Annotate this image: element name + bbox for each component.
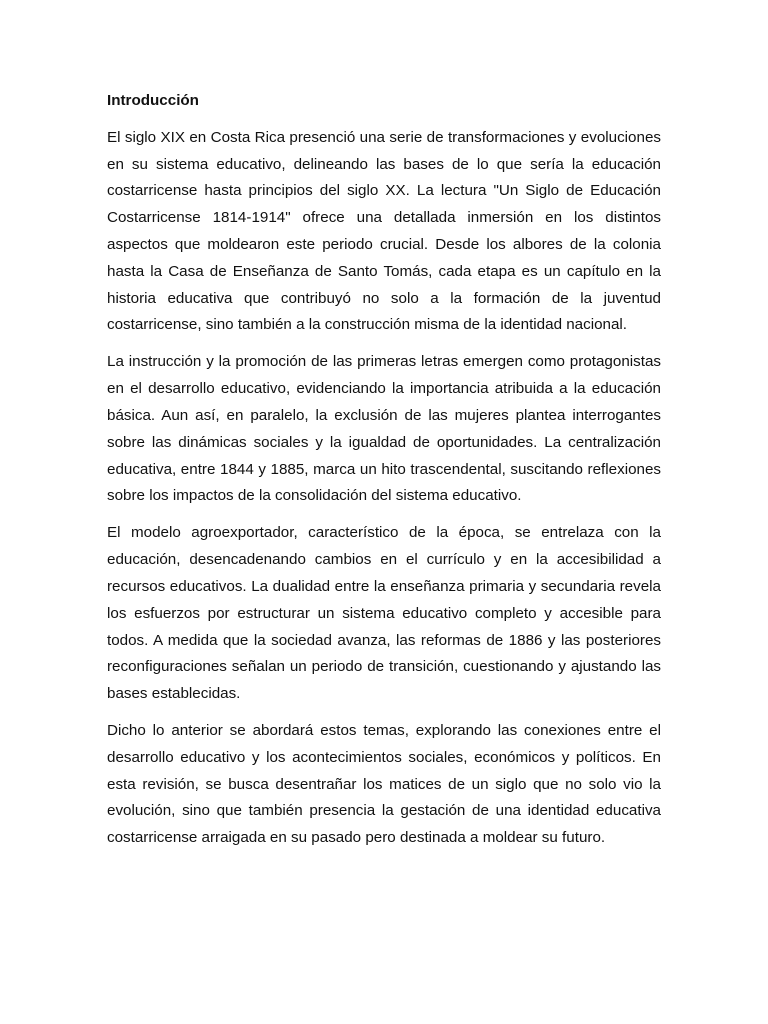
- section-heading: Introducción: [107, 92, 199, 109]
- paragraph-3: El modelo agroexportador, característico de la época, se entrelaza con la educación, desencadenando cambios en el currículo y en la accesibilidad a recursos educativos. La dualidad entre la enseñanza primaria y secundaria revela los esfuerzos por estructurar un sistema educativo completo y accesible para todos. A medida que la sociedad avanza, las reformas de 1886 y las posteriores reconfiguraciones señalan un periodo de transición, cuestionando y ajustando las bases establecidas.: [107, 524, 661, 703]
- paragraph-2: La instrucción y la promoción de las primeras letras emergen como protagonistas en el desarrollo educativo, evidenciando la importancia atribuida a la educación básica. Aun así, en paralelo, la exclusión de las mujeres plantea interrogantes sobre las dinámicas sociales y la igualdad de oportunidades. La centralización educativa, entre 1844 y 1885, marca un hito trascendental, suscitando reflexiones sobre los impactos de la consolidación del sistema educativo.: [107, 353, 661, 505]
- paragraph-1: El siglo XIX en Costa Rica presenció una serie de transformaciones y evoluciones en su sistema educativo, delineando las bases de lo que sería la educación costarricense hasta principios del siglo XX. La lectura "Un Siglo de Educación Costarricense 1814-1914" ofrece una detallada inmersión en los distintos aspectos que moldearon este periodo crucial. Desde los albores de la colonia hasta la Casa de Enseñanza de Santo Tomás, cada etapa es un capítulo en la historia educativa que contribuyó no solo a la formación de la juventud costarricense, sino también a la construcción misma de la identidad nacional.: [107, 128, 661, 334]
- paragraph-4: Dicho lo anterior se abordará estos temas, explorando las conexiones entre el desarrollo educativo y los acontecimientos sociales, económicos y políticos. En esta revisión, se busca desentrañar los matices de un siglo que no solo vio la evolución, sino que también presencia la gestación de una identidad educativa costarricense arraigada en su pasado pero destinada a moldear su futuro.: [107, 722, 661, 847]
- document-body: [107, 88, 661, 862]
